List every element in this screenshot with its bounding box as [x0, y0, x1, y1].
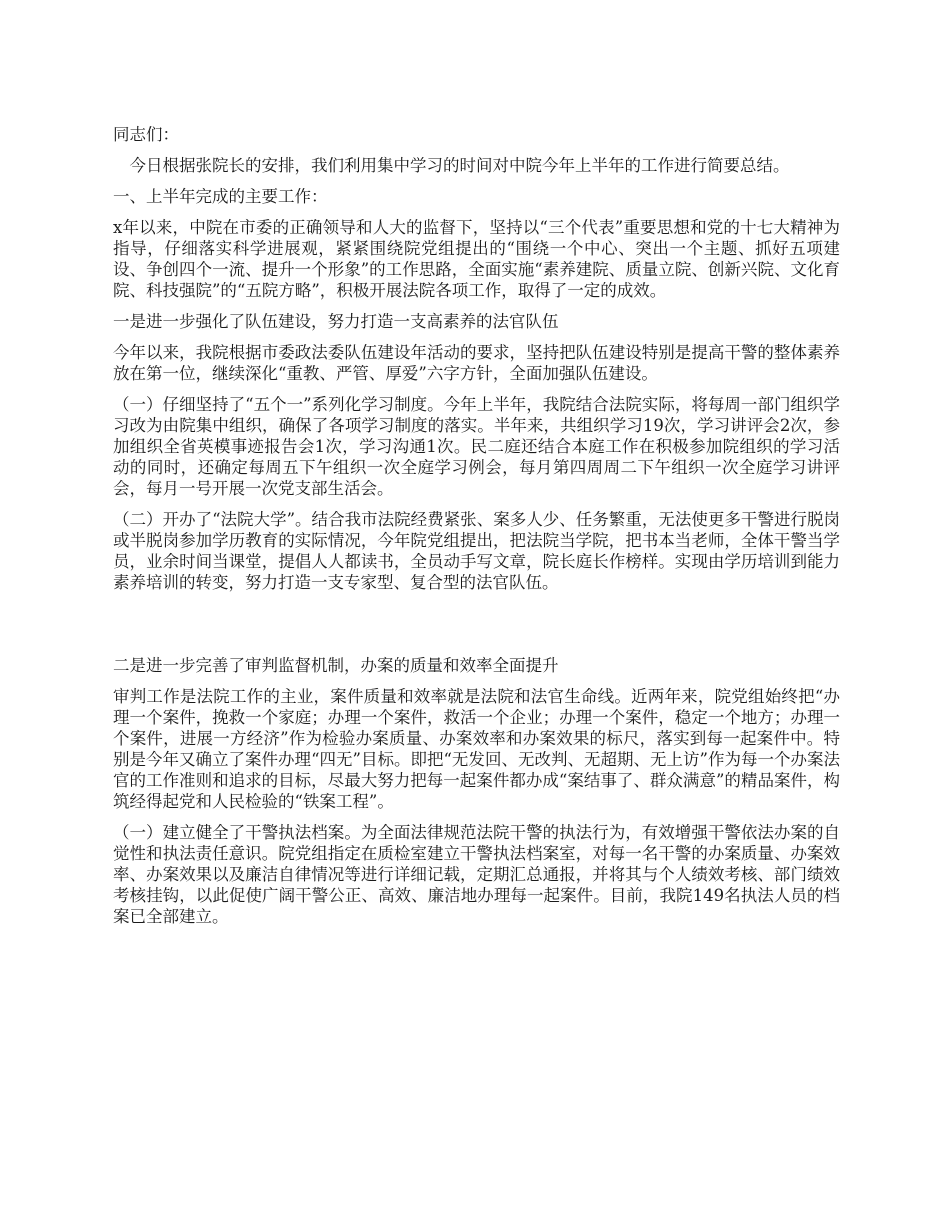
- point-1-body: 今年以来，我院根据市委政法委队伍建设年活动的要求，坚持把队伍建设特别是提高干警的整体素养放在第一位，继续深化“重教、严管、厚爱”六字方针，全面加强队伍建设。: [113, 343, 840, 383]
- section-1-body: x年以来，中院在市委的正确领导和人大的监督下，坚持以“三个代表”重要思想和党的十七大精神为指导，仔细落实科学进展观，紧紧围绕院党组提出的“围绕一个中心、突出一个主题、抓好五项建设、争创四个一流、提升一个形象”的工作思路，全面实施“素养建院、质量立院、创新兴院、文化育院、科技强院”的“五院方略”，积极开展法院各项工作，取得了一定的成效。: [113, 218, 840, 300]
- blank-space: [113, 603, 840, 655]
- point-2-heading: 二是进一步完善了审判监督机制，办案的质量和效率全面提升: [113, 656, 559, 675]
- salutation: 同志们：: [113, 125, 179, 144]
- point-1-item-1: （一）仔细坚持了“五个一”系列化学习制度。今年上半年，我院结合法院实际，将每周一部门组织学习改为由院集中组织，确保了各项学习制度的落实。半年来，共组织学习19次，学习讲评会2次，参加组织全省英模事迹报告会1次，学习沟通1次。民二庭还结合本庭工作在积极参加院组织的学习活动的同时，还确定每周五下午组织一次全庭学习例会，每月第四周周二下午组织一次全庭学习讲评会，每月一号开展一次党支部生活会。: [113, 395, 840, 498]
- point-1-heading: 一是进一步强化了队伍建设，努力打造一支高素养的法官队伍: [113, 312, 559, 331]
- point-2-item-1: （一）建立健全了干警执法档案。为全面法律规范法院干警的执法行为，有效增强干警依法办案的自觉性和执法责任意识。院党组指定在质检室建立干警执法档案室，对每一名干警的办案质量、办案效率、办案效果以及廉洁自律情况等进行详细记载，定期汇总通报，并将其与个人绩效考核、部门绩效考核挂钩，以此促使广阔干警公正、高效、廉洁地办理每一起案件。目前，我院149名执法人员的档案已全部建立。: [113, 823, 840, 926]
- section-heading-1: 一、上半年完成的主要工作：: [113, 187, 328, 206]
- point-2-body: 审判工作是法院工作的主业，案件质量和效率就是法院和法官生命线。近两年来，院党组始终把“办理一个案件，挽救一个家庭；办理一个案件，救活一个企业；办理一个案件，稳定一个地方；办理一个案件，进展一方经济”作为检验办案质量、办案效率和办案效果的标尺，落实到每一起案件中。特别是今年又确立了案件办理“四无”目标。即把“无发回、无改判、无超期、无上访”作为每一个办案法官的工作准则和追求的目标，尽最大努力把每一起案件都办成“案结事了、群众满意”的精品案件，构筑经得起党和人民检验的“铁案工程”。: [113, 687, 840, 811]
- point-1-item-2: （二）开办了“法院大学”。结合我市法院经费紧张、案多人少、任务繁重，无法使更多干警进行脱岗或半脱岗参加学历教育的实际情况，今年院党组提出，把法院当学院，把书本当老师，全体干警当学员，业余时间当课堂，提倡人人都读书，全员动手写文章，院长庭长作榜样。实现由学历培训到能力素养培训的转变，努力打造一支专家型、复合型的法官队伍。: [113, 510, 840, 592]
- document-body: [113, 124, 840, 937]
- intro-paragraph: 今日根据张院长的安排，我们利用集中学习的时间对中院今年上半年的工作进行简要总结。: [129, 156, 790, 175]
